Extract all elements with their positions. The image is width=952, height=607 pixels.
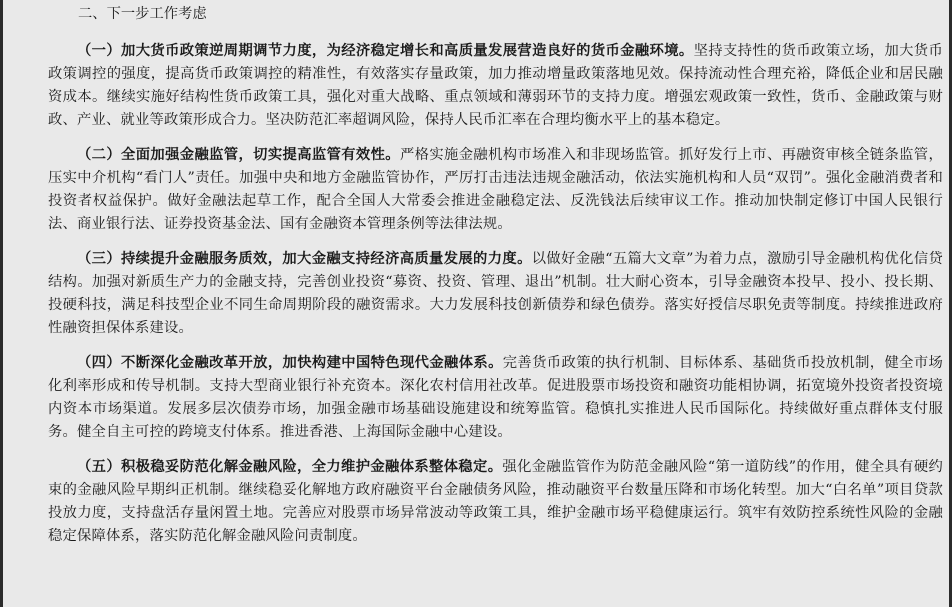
paragraph-2-body: 严格实施金融机构市场准入和非现场监管。抓好发行上市、再融资审核全链条监管，压实中介机构“看门人”责任。加强中央和地方金融监管协作，严厉打击违法违规金融活动，依法实施机构和人员“双罚”。强化金融消费者和投资者权益保护。做好金融法起草工作，配合全国人大常委会推进金融稳定法、反洗钱法后续审议工作。推动加快制定修订中国人民银行法、商业银行法、证券投资基金法、国有金融资本管理条例等法律法规。 xyxy=(48,147,943,232)
paragraph-4 xyxy=(48,352,943,444)
paragraph-5-lead: （五）积极稳妥防范化解金融风险，全力维护金融体系整体稳定。 xyxy=(77,459,503,475)
paragraph-3 xyxy=(48,248,943,340)
paragraph-4-lead: （四）不断深化金融改革开放，加快构建中国特色现代金融体系。 xyxy=(77,355,503,371)
paragraph-5 xyxy=(48,456,943,548)
paragraph-1 xyxy=(48,40,943,132)
section-heading: 二、下一步工作考虑 xyxy=(78,6,207,22)
paragraph-1-lead: （一）加大货币政策逆周期调节力度，为经济稳定增长和高质量发展营造良好的货币金融环境。 xyxy=(77,43,694,59)
paragraph-2-lead: （二）全面加强金融监管，切实提高监管有效性。 xyxy=(77,147,400,163)
paragraph-1-body: 坚持支持性的货币政策立场，加大货币政策调控的强度，提高货币政策调控的精准性，有效落实存量政策，加力推动增量政策落地见效。保持流动性合理充裕，降低企业和居民融资成本。继续实施好结构性货币政策工具，强化对重大战略、重点领域和薄弱环节的支持力度。增强宏观政策一致性，货币、金融政策与财政、产业、就业等政策形成合力。坚决防范汇率超调风险，保持人民币汇率在合理均衡水平上的基本稳定。 xyxy=(48,43,943,128)
paragraph-4-body: 完善货币政策的执行机制、目标体系、基础货币投放机制，健全市场化利率形成和传导机制。支持大型商业银行补充资本。深化农村信用社改革。促进股票市场投资和融资功能相协调，拓宽境外投资者投资境内资本市场渠道。发展多层次债券市场，加强金融市场基础设施建设和统筹监管。稳慎扎实推进人民币国际化。持续做好重点群体支付服务。健全自主可控的跨境支付体系。推进香港、上海国际金融中心建设。 xyxy=(48,355,943,440)
paragraph-2 xyxy=(48,144,943,236)
paragraph-3-lead: （三）持续提升金融服务质效，加大金融支持经济高质量发展的力度。 xyxy=(77,251,532,267)
paragraph-3-body: 以做好金融“五篇大文章”为着力点，激励引导金融机构优化信贷结构。加强对新质生产力的金融支持，完善创业投资“募资、投资、管理、退出”机制。壮大耐心资本，引导金融资本投早、投小、投长期、投硬科技，满足科技型企业不同生命周期阶段的融资需求。大力发展科技创新债券和绿色债券。落实好授信尽职免责等制度。持续推进政府性融资担保体系建设。 xyxy=(48,251,944,336)
paragraph-5-body: 强化金融监管作为防范金融风险“第一道防线”的作用，健全具有硬约束的金融风险早期纠正机制。继续稳妥化解地方政府融资平台金融债务风险，推动融资平台数量压降和市场化转型。加大“白名单”项目贷款投放力度，支持盘活存量闲置土地。完善应对股票市场异常波动等政策工具，维护金融市场平稳健康运行。筑牢有效防控系统性风险的金融稳定保障体系，落实防范化解金融风险问责制度。 xyxy=(48,459,943,544)
